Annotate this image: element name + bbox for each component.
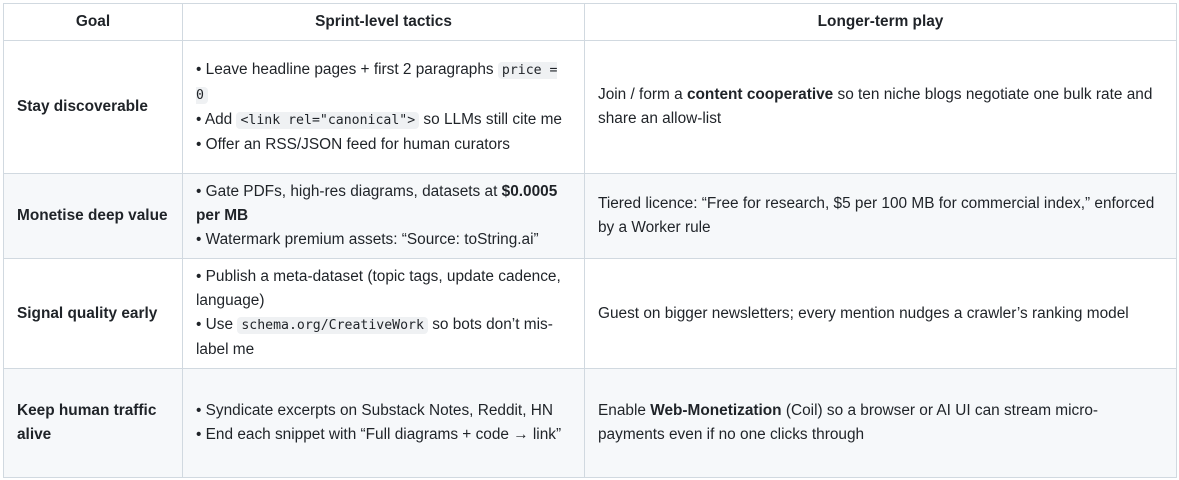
goal-cell: Monetise deep value	[4, 174, 183, 259]
inline-code: <link rel="canonical">	[236, 112, 419, 129]
play-cell: Guest on bigger newsletters; every mention nudges a crawler’s ranking model	[585, 259, 1177, 369]
tactics-cell	[183, 259, 585, 369]
play-cell	[585, 41, 1177, 174]
tactics-cell	[183, 369, 585, 478]
inline-code: schema.org/CreativeWork	[237, 317, 428, 334]
tactic-item	[196, 180, 571, 228]
tactics-cell	[183, 174, 585, 259]
goal-cell: Signal quality early	[4, 259, 183, 369]
header-row	[4, 4, 1177, 41]
tactic-text: • Leave headline pages + first 2 paragraphs	[196, 60, 498, 78]
table-row	[4, 174, 1177, 259]
play-text: Enable	[598, 402, 651, 419]
tactic-item: • Publish a meta-dataset (topic tags, update cadence, language)	[196, 268, 561, 309]
tactic-text: • Use	[196, 316, 238, 333]
strategy-table	[3, 3, 1177, 478]
tactic-item: • Syndicate excerpts on Substack Notes, Reddit, HN	[196, 402, 553, 419]
tactic-text: so LLMs still cite me	[419, 110, 562, 128]
play-text: Join / form a	[598, 86, 687, 103]
tactic-text: • Gate PDFs, high-res diagrams, datasets at	[196, 183, 502, 200]
play-text: so ten niche blogs negotiate one bulk rate and share an allow-list	[598, 86, 1153, 127]
goal-cell: Keep human traffic alive	[4, 369, 183, 478]
tactic-emphasis: $0.0005 per MB	[196, 183, 558, 224]
play-cell	[585, 369, 1177, 478]
tactic-item	[196, 108, 571, 133]
header-goal: Goal	[4, 4, 183, 41]
play-emphasis: Web-Monetization	[650, 402, 782, 419]
goal-cell: Stay discoverable	[4, 41, 183, 174]
play-cell: Tiered licence: “Free for research, $5 per 100 MB for commercial index,” enforced by a Worker rule	[585, 174, 1177, 259]
header-sprint-tactics: Sprint-level tactics	[183, 4, 585, 41]
tactic-item	[196, 58, 571, 108]
inline-code: price = 0	[196, 62, 558, 103]
tactic-item: • End each snippet with “Full diagrams + code → link”	[196, 426, 562, 443]
header-longer-term-play: Longer-term play	[585, 4, 1177, 41]
tactic-text: • Add	[196, 110, 237, 128]
tactics-cell	[183, 41, 585, 174]
table-row	[4, 41, 1177, 174]
play-text: (Coil) so a browser or AI UI can stream micro-payments even if no one clicks through	[598, 402, 1099, 443]
play-emphasis: content cooperative	[686, 86, 834, 103]
tactic-text: so bots don’t mis-label me	[196, 316, 553, 358]
table-row	[4, 259, 1177, 369]
table-row	[4, 369, 1177, 478]
tactic-item: • Watermark premium assets: “Source: toString.ai”	[196, 231, 539, 248]
tactic-item: • Offer an RSS/JSON feed for human curators	[196, 135, 510, 153]
tactic-item	[196, 313, 571, 362]
